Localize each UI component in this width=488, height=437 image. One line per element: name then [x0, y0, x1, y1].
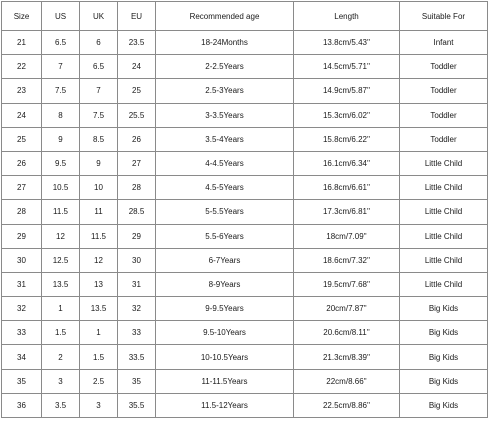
cell-us: 13.5 — [42, 272, 80, 296]
cell-recommended-age: 4-4.5Years — [156, 151, 294, 175]
cell-length: 17.3cm/6.81'' — [294, 200, 400, 224]
cell-size: 23 — [2, 79, 42, 103]
cell-length: 21.3cm/8.39'' — [294, 345, 400, 369]
cell-us: 12.5 — [42, 248, 80, 272]
cell-suitable-for: Little Child — [400, 176, 488, 200]
table-row — [2, 321, 488, 345]
cell-length: 14.5cm/5.71'' — [294, 55, 400, 79]
cell-length: 13.8cm/5.43'' — [294, 31, 400, 55]
cell-length: 22.5cm/8.86'' — [294, 393, 400, 417]
cell-eu: 33 — [118, 321, 156, 345]
cell-size: 22 — [2, 55, 42, 79]
table-row — [2, 31, 488, 55]
cell-recommended-age: 9.5-10Years — [156, 321, 294, 345]
cell-recommended-age: 18-24Months — [156, 31, 294, 55]
cell-eu: 24 — [118, 55, 156, 79]
table-row — [2, 369, 488, 393]
cell-eu: 35.5 — [118, 393, 156, 417]
cell-length: 15.8cm/6.22'' — [294, 127, 400, 151]
cell-us: 6.5 — [42, 31, 80, 55]
table-row — [2, 176, 488, 200]
cell-eu: 29 — [118, 224, 156, 248]
cell-suitable-for: Toddler — [400, 127, 488, 151]
cell-uk: 10 — [80, 176, 118, 200]
cell-length: 14.9cm/5.87'' — [294, 79, 400, 103]
cell-uk: 9 — [80, 151, 118, 175]
cell-recommended-age: 6-7Years — [156, 248, 294, 272]
cell-recommended-age: 2-2.5Years — [156, 55, 294, 79]
table-row — [2, 200, 488, 224]
table-body — [2, 31, 488, 418]
cell-recommended-age: 8-9Years — [156, 272, 294, 296]
cell-us: 3.5 — [42, 393, 80, 417]
cell-length: 18cm/7.09'' — [294, 224, 400, 248]
cell-length: 16.1cm/6.34'' — [294, 151, 400, 175]
cell-eu: 35 — [118, 369, 156, 393]
size-chart-table — [1, 1, 488, 418]
cell-us: 1.5 — [42, 321, 80, 345]
cell-suitable-for: Big Kids — [400, 369, 488, 393]
cell-length: 16.8cm/6.61'' — [294, 176, 400, 200]
cell-uk: 2.5 — [80, 369, 118, 393]
header-us: US — [42, 2, 80, 31]
cell-uk: 11.5 — [80, 224, 118, 248]
table-row — [2, 272, 488, 296]
cell-size: 26 — [2, 151, 42, 175]
cell-us: 7.5 — [42, 79, 80, 103]
cell-eu: 31 — [118, 272, 156, 296]
cell-us: 9.5 — [42, 151, 80, 175]
cell-size: 29 — [2, 224, 42, 248]
cell-suitable-for: Toddler — [400, 55, 488, 79]
header-recommended-age: Recommended age — [156, 2, 294, 31]
table-row — [2, 248, 488, 272]
cell-size: 32 — [2, 297, 42, 321]
cell-uk: 6 — [80, 31, 118, 55]
cell-uk: 8.5 — [80, 127, 118, 151]
cell-eu: 30 — [118, 248, 156, 272]
header-length: Length — [294, 2, 400, 31]
cell-size: 34 — [2, 345, 42, 369]
cell-suitable-for: Toddler — [400, 79, 488, 103]
cell-length: 18.6cm/7.32'' — [294, 248, 400, 272]
cell-suitable-for: Big Kids — [400, 297, 488, 321]
cell-eu: 28 — [118, 176, 156, 200]
header-eu: EU — [118, 2, 156, 31]
cell-size: 33 — [2, 321, 42, 345]
header-row — [2, 2, 488, 31]
cell-length: 22cm/8.66'' — [294, 369, 400, 393]
cell-length: 20.6cm/8.11'' — [294, 321, 400, 345]
cell-suitable-for: Little Child — [400, 248, 488, 272]
cell-size: 36 — [2, 393, 42, 417]
cell-eu: 23.5 — [118, 31, 156, 55]
cell-eu: 28.5 — [118, 200, 156, 224]
cell-recommended-age: 2.5-3Years — [156, 79, 294, 103]
cell-suitable-for: Big Kids — [400, 321, 488, 345]
cell-recommended-age: 3-3.5Years — [156, 103, 294, 127]
table-header — [2, 2, 488, 31]
cell-us: 8 — [42, 103, 80, 127]
table-row — [2, 393, 488, 417]
cell-length: 20cm/7.87'' — [294, 297, 400, 321]
cell-eu: 25.5 — [118, 103, 156, 127]
cell-us: 7 — [42, 55, 80, 79]
cell-us: 1 — [42, 297, 80, 321]
cell-recommended-age: 3.5-4Years — [156, 127, 294, 151]
cell-us: 3 — [42, 369, 80, 393]
cell-size: 28 — [2, 200, 42, 224]
cell-uk: 13 — [80, 272, 118, 296]
cell-size: 21 — [2, 31, 42, 55]
header-suitable-for: Suitable For — [400, 2, 488, 31]
cell-uk: 13.5 — [80, 297, 118, 321]
cell-suitable-for: Little Child — [400, 224, 488, 248]
cell-recommended-age: 11.5-12Years — [156, 393, 294, 417]
cell-recommended-age: 5-5.5Years — [156, 200, 294, 224]
cell-suitable-for: Big Kids — [400, 345, 488, 369]
cell-us: 2 — [42, 345, 80, 369]
cell-uk: 1 — [80, 321, 118, 345]
cell-suitable-for: Little Child — [400, 200, 488, 224]
cell-size: 25 — [2, 127, 42, 151]
cell-size: 31 — [2, 272, 42, 296]
cell-recommended-age: 5.5-6Years — [156, 224, 294, 248]
cell-suitable-for: Little Child — [400, 151, 488, 175]
cell-recommended-age: 9-9.5Years — [156, 297, 294, 321]
cell-us: 9 — [42, 127, 80, 151]
cell-eu: 33.5 — [118, 345, 156, 369]
cell-size: 27 — [2, 176, 42, 200]
cell-uk: 6.5 — [80, 55, 118, 79]
cell-uk: 12 — [80, 248, 118, 272]
cell-recommended-age: 10-10.5Years — [156, 345, 294, 369]
cell-size: 35 — [2, 369, 42, 393]
cell-uk: 3 — [80, 393, 118, 417]
cell-uk: 1.5 — [80, 345, 118, 369]
cell-suitable-for: Toddler — [400, 103, 488, 127]
cell-uk: 11 — [80, 200, 118, 224]
cell-eu: 27 — [118, 151, 156, 175]
cell-length: 19.5cm/7.68'' — [294, 272, 400, 296]
cell-eu: 32 — [118, 297, 156, 321]
cell-us: 10.5 — [42, 176, 80, 200]
table-row — [2, 55, 488, 79]
table-row — [2, 103, 488, 127]
cell-recommended-age: 4.5-5Years — [156, 176, 294, 200]
cell-eu: 26 — [118, 127, 156, 151]
table-row — [2, 127, 488, 151]
cell-size: 30 — [2, 248, 42, 272]
cell-eu: 25 — [118, 79, 156, 103]
cell-suitable-for: Infant — [400, 31, 488, 55]
cell-suitable-for: Big Kids — [400, 393, 488, 417]
table-row — [2, 224, 488, 248]
cell-uk: 7 — [80, 79, 118, 103]
table-row — [2, 345, 488, 369]
table-row — [2, 297, 488, 321]
cell-length: 15.3cm/6.02'' — [294, 103, 400, 127]
header-size: Size — [2, 2, 42, 31]
header-uk: UK — [80, 2, 118, 31]
cell-suitable-for: Little Child — [400, 272, 488, 296]
cell-uk: 7.5 — [80, 103, 118, 127]
cell-us: 12 — [42, 224, 80, 248]
cell-recommended-age: 11-11.5Years — [156, 369, 294, 393]
table-row — [2, 79, 488, 103]
cell-size: 24 — [2, 103, 42, 127]
table-row — [2, 151, 488, 175]
cell-us: 11.5 — [42, 200, 80, 224]
